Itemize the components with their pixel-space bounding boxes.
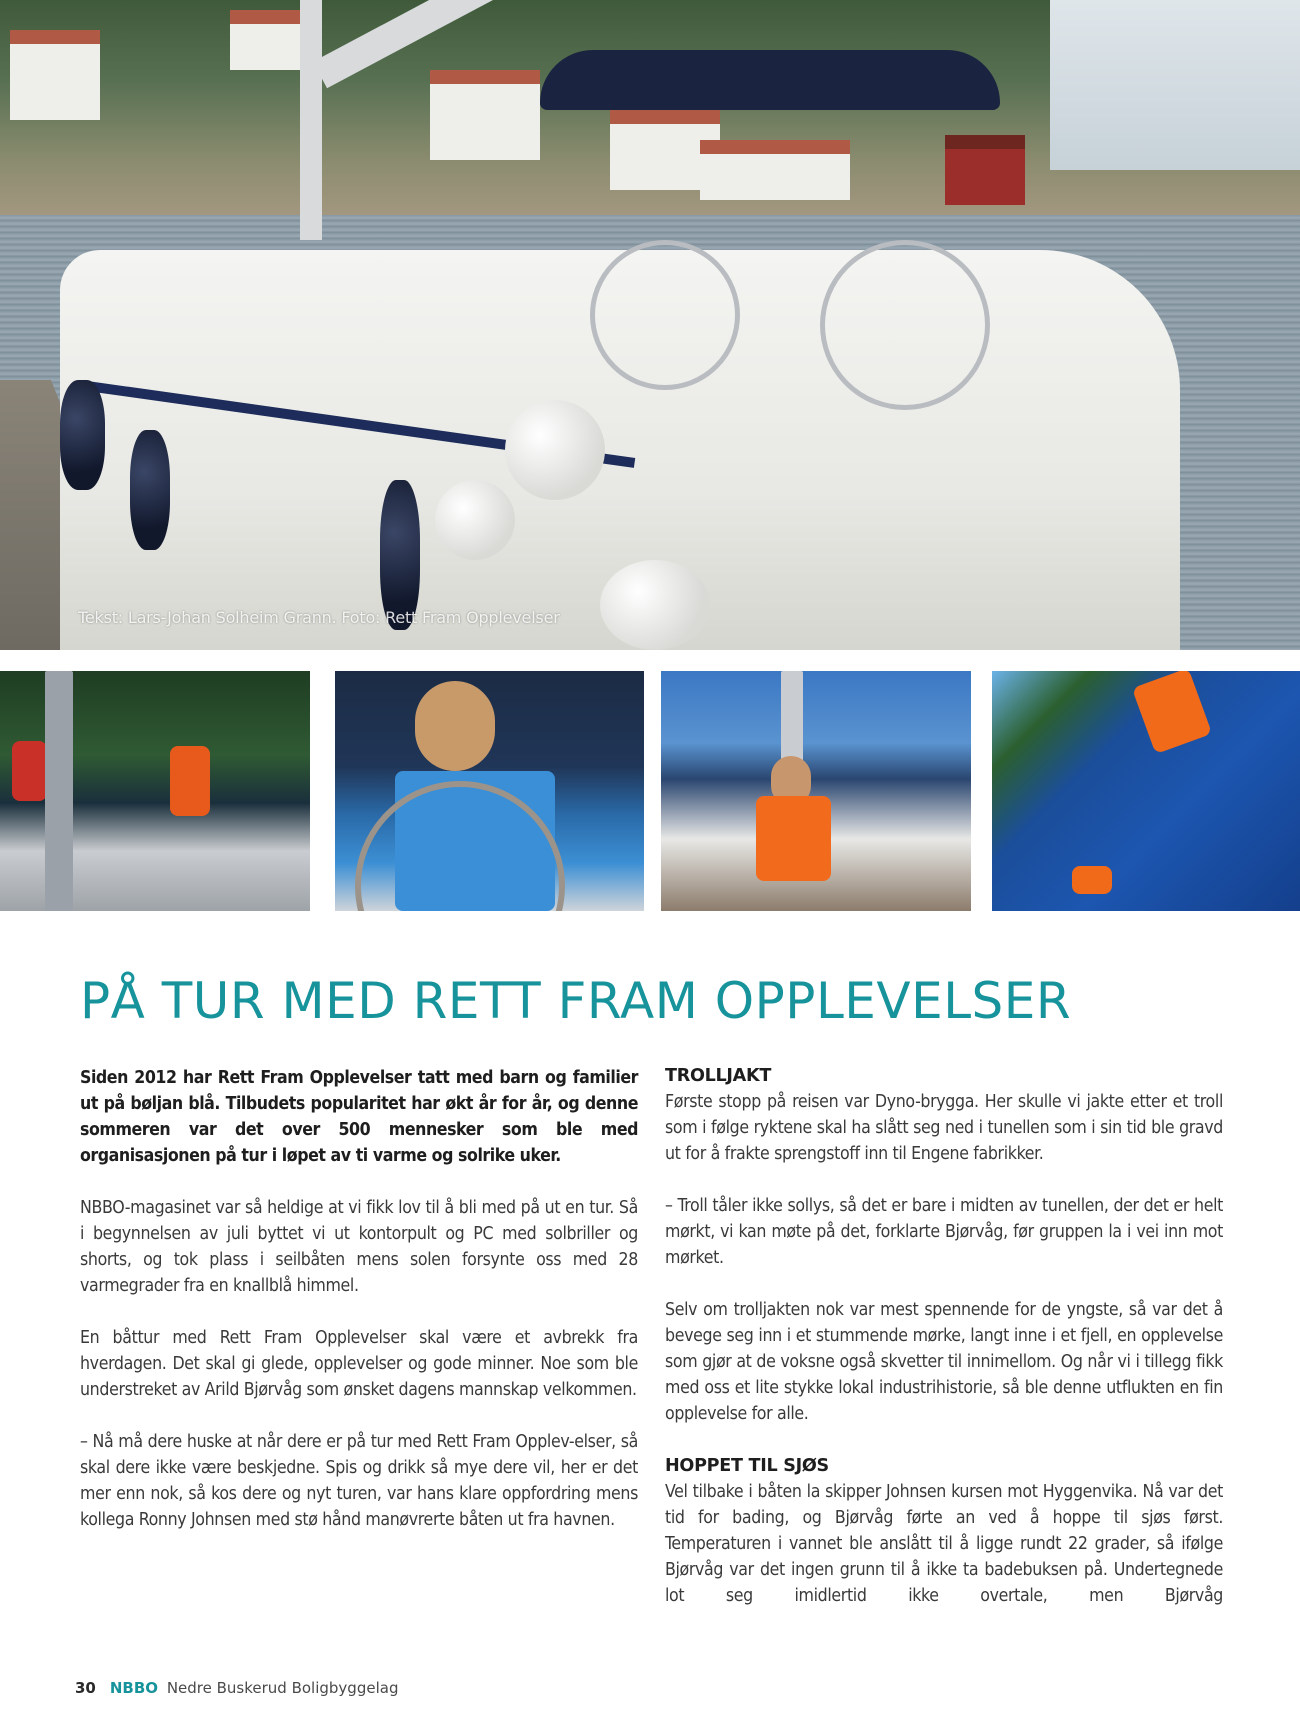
section-heading-hoppet-til-sjos: HOPPET TIL SJØS: [665, 1456, 829, 1476]
article-paragraph: – Troll tåler ikke sollys, så det er bare i midten av tunellen, der det er helt mørkt, vi kan møte på det, forklarte Bjørvåg, før gruppen la i vei inn mot mørket.: [665, 1196, 1223, 1268]
hero-fender: [600, 560, 710, 650]
boy-face: [415, 681, 495, 771]
article-right-column: [665, 1063, 1223, 1609]
article-left-column: [80, 1065, 638, 1559]
hero-house: [700, 140, 850, 200]
person-red-shirt: [12, 741, 47, 801]
hero-bimini-cover: [540, 50, 1000, 110]
hero-fender: [435, 480, 515, 560]
mast: [45, 671, 73, 911]
footer-brand: NBBO: [109, 1679, 159, 1697]
jumper-life-vest: [1132, 671, 1212, 754]
section-heading-trolljakt: TROLLJAKT: [665, 1066, 772, 1086]
hero-steering-wheel: [590, 240, 740, 390]
hero-fender: [505, 400, 605, 500]
hero-house: [10, 30, 100, 120]
hero-red-boathouse: [945, 135, 1025, 205]
article-paragraph: Vel tilbake i båten la skipper Johnsen kursen mot Hyggenvika. Nå var det tid for bading, og Bjørvåg førte an ved å hoppe til sjøs først. Temperaturen i vannet ble anslått til å ligge rundt 22 grader, så ifølge Bjørvåg var det ingen grunn til å ikke ta badebuksen på. Undertegnede lot seg imidlertid ikke overtale, men Bjørvåg: [665, 1482, 1223, 1606]
page-number: 30: [75, 1679, 96, 1697]
hero-fender: [130, 430, 170, 550]
thumbnail-photo-fishing-on-deck: [0, 671, 310, 911]
article-paragraph: – Nå må dere huske at når dere er på tur med Rett Fram Opplev-elser, så skal dere ikke være beskjedne. Spis og drikk så mye dere vil, her er det mer enn nok, så kos dere og nyt turen, var hans klare oppfordring mens kollega Ronny Johnsen med stø hånd manøvrerte båten ut fra havnen.: [80, 1432, 638, 1530]
article-paragraph: NBBO-magasinet var så heldige at vi fikk lov til å bli med på ut en tur. Så i begynnelsen av juli byttet vi ut kontorpult og PC med solbriller og shorts, og tok plass i seilbåten mens solen forsynte oss med 28 varmegrader fra en knallblå himmel.: [80, 1198, 638, 1296]
life-vest: [170, 746, 210, 816]
hero-photo-sailboat: [0, 0, 1300, 650]
article-title: PÅ TUR MED RETT FRAM OPPLEVELSER: [80, 972, 1072, 1030]
hero-house: [230, 10, 300, 70]
swimmer-life-vest: [1072, 866, 1112, 894]
photo-credit: Tekst: Lars-Johan Solheim Grann. Foto: Rett Fram Opplevelser: [78, 608, 560, 627]
article-paragraph: En båttur med Rett Fram Opplevelser skal være et avbrekk fra hverdagen. Det skal gi glede, opplevelser og gode minner. Noe som ble understreket av Arild Bjørvåg som ønsket dagens mannskap velkommen.: [80, 1328, 638, 1400]
thumbnail-photo-boy-at-wheel: [335, 671, 644, 911]
hero-fender: [60, 380, 105, 490]
footer-organization: Nedre Buskerud Boligbyggelag: [166, 1679, 399, 1697]
hero-mast: [300, 0, 322, 240]
thumbnail-photo-family-on-bow: [661, 671, 971, 911]
article-paragraph: Selv om trolljakten nok var mest spennende for de yngste, så var det å bevege seg inn i et stummende mørke, langt inne i et fjell, en opplevelse som gjør at de voksne også skvetter til innimellom. Og når vi i tillegg fikk med oss et lite stykke lokal industrihistorie, så ble denne utflukten en fin opplevelse for alle.: [665, 1300, 1223, 1424]
hero-sky: [1050, 0, 1300, 170]
hero-house: [430, 70, 540, 160]
hero-steering-wheel: [820, 240, 990, 410]
article-paragraph: Første stopp på reisen var Dyno-brygga. Her skulle vi jakte etter et troll som i følge ryktene skal ha slått seg ned i tunellen som i sin tid ble gravd ut for å frakte sprengstoff inn til Engene fabrikker.: [665, 1092, 1223, 1164]
thumbnail-photo-jumping-into-sea: [992, 671, 1300, 911]
life-vest: [756, 796, 831, 881]
page-footer: [75, 1679, 398, 1697]
article-lead: Siden 2012 har Rett Fram Opplevelser tatt med barn og familier ut på bøljan blå. Tilbudets popularitet har økt år for år, og denne sommeren var det over 500 mennesker som ble med organisasjonen på tur i løpet av ti varme og solrike uker.: [80, 1068, 638, 1166]
